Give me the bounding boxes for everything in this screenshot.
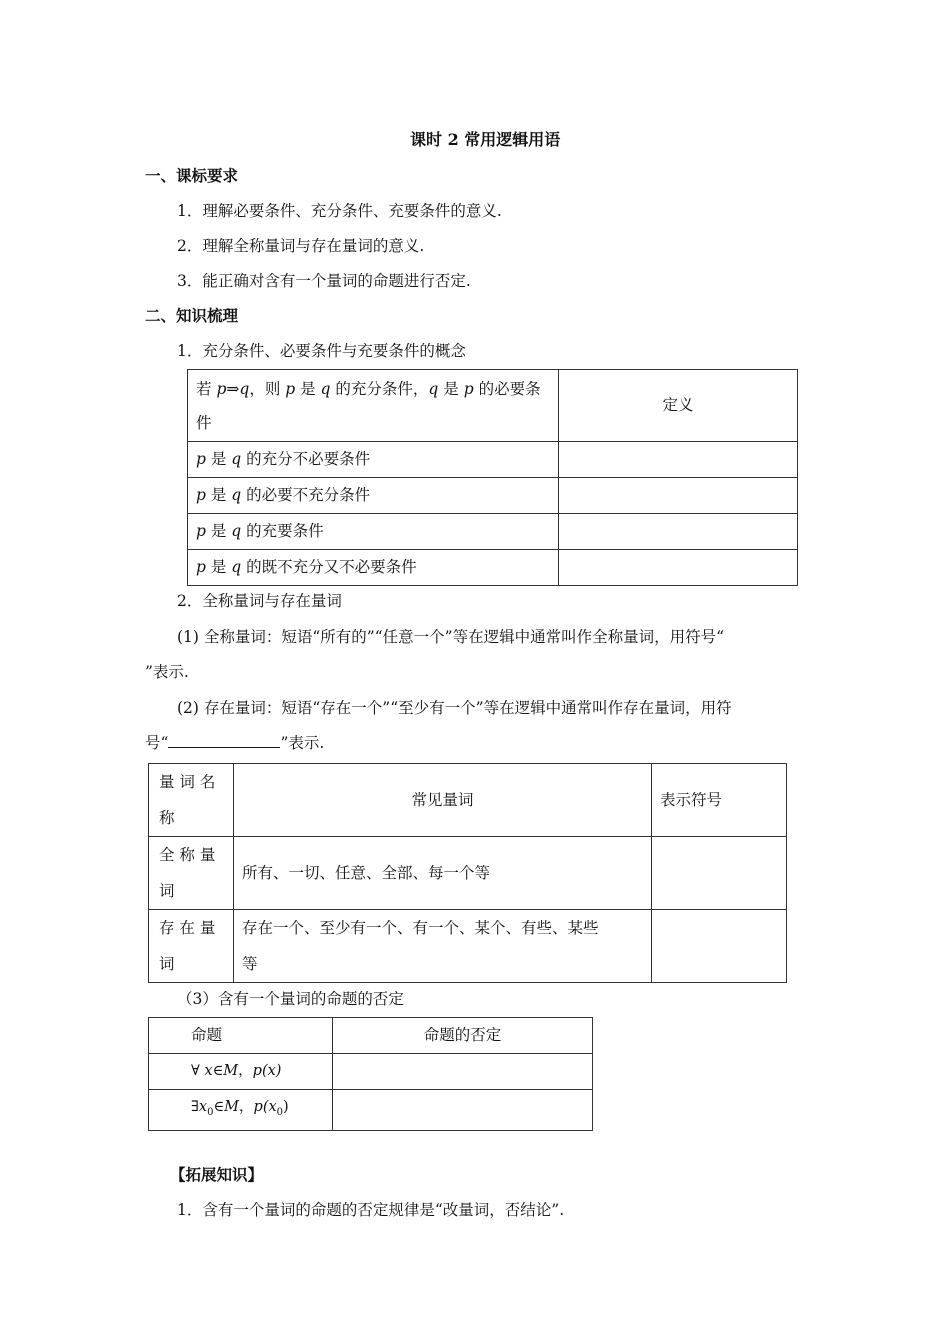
subsection-title: 1．充分条件、必要条件与充要条件的概念 [177,342,466,360]
table-cell: ∀ x∈M，p(x) [149,1054,333,1090]
table-header-cell: 命题的否定 [333,1018,593,1054]
table-cell: p 是 q 的必要不充分条件 [188,478,559,514]
table-row [188,514,798,550]
table-cell: p 是 q 的既不充分又不必要条件 [188,550,559,586]
conditions-table [187,369,798,586]
table-cell [652,837,787,910]
table-header-cell: 表示符号 [652,764,787,837]
paragraph-line: ”表示. [145,663,189,681]
table-cell [559,514,798,550]
table-cell [652,910,787,983]
list-item: 2．理解全称量词与存在量词的意义. [177,237,425,255]
section-heading-1: 一、课标要求 [145,166,239,185]
table-cell: 存 在 量 词 [149,910,234,983]
table-row [149,1090,593,1131]
subsection-title: 2．全称量词与存在量词 [177,592,342,610]
table-header-cell: 定义 [559,370,798,442]
table-row [149,1054,593,1090]
table-cell [333,1090,593,1131]
table-row [149,764,787,837]
table-header-cell: 命题 [149,1018,333,1054]
page-title: 课时 2 常用逻辑用语 [410,130,561,149]
table-header-cell: 常见量词 [234,764,652,837]
negation-table [148,1017,593,1131]
table-cell: 所有、一切、任意、全部、每一个等 [234,837,652,910]
table-header-cell: 若 p⇒q，则 p 是 q 的充分条件，q 是 p 的必要条 件 [188,370,559,442]
table-row [149,1018,593,1054]
extension-heading: 【拓展知识】 [170,1165,264,1184]
table-row [188,478,798,514]
paragraph-line: 号“ ”表示. [145,734,325,752]
quantifier-table [148,763,787,983]
paragraph-line: (1) 全称量词：短语“所有的”“任意一个”等在逻辑中通常叫作全称量词，用符号“ [177,628,725,646]
table-row [149,837,787,910]
table-cell [559,478,798,514]
table-cell: p 是 q 的充要条件 [188,514,559,550]
subsection-title: （3）含有一个量词的命题的否定 [177,990,404,1008]
table-cell: 全 称 量 词 [149,837,234,910]
table-row [188,442,798,478]
list-item: 1．含有一个量词的命题的否定规律是“改量词，否结论”. [177,1201,565,1219]
paragraph-line: (2) 存在量词：短语“存在一个”“至少有一个”等在逻辑中通常叫作存在量词，用符 [177,699,732,717]
table-row [188,550,798,586]
table-cell: p 是 q 的充分不必要条件 [188,442,559,478]
table-cell [333,1054,593,1090]
table-cell [559,442,798,478]
table-cell: $\exists x_0\in M$，$p(x_0)$ [149,1090,333,1131]
list-item: 1．理解必要条件、充分条件、充要条件的意义. [177,202,502,220]
table-header-cell: 量 词 名 称 [149,764,234,837]
table-row [149,910,787,983]
list-item: 3．能正确对含有一个量词的命题进行否定. [177,272,471,290]
table-cell [559,550,798,586]
table-cell: 存在一个、至少有一个、有一个、某个、有些、某些 等 [234,910,652,983]
section-heading-2: 二、知识梳理 [145,306,239,325]
fill-in-blank [168,733,280,748]
